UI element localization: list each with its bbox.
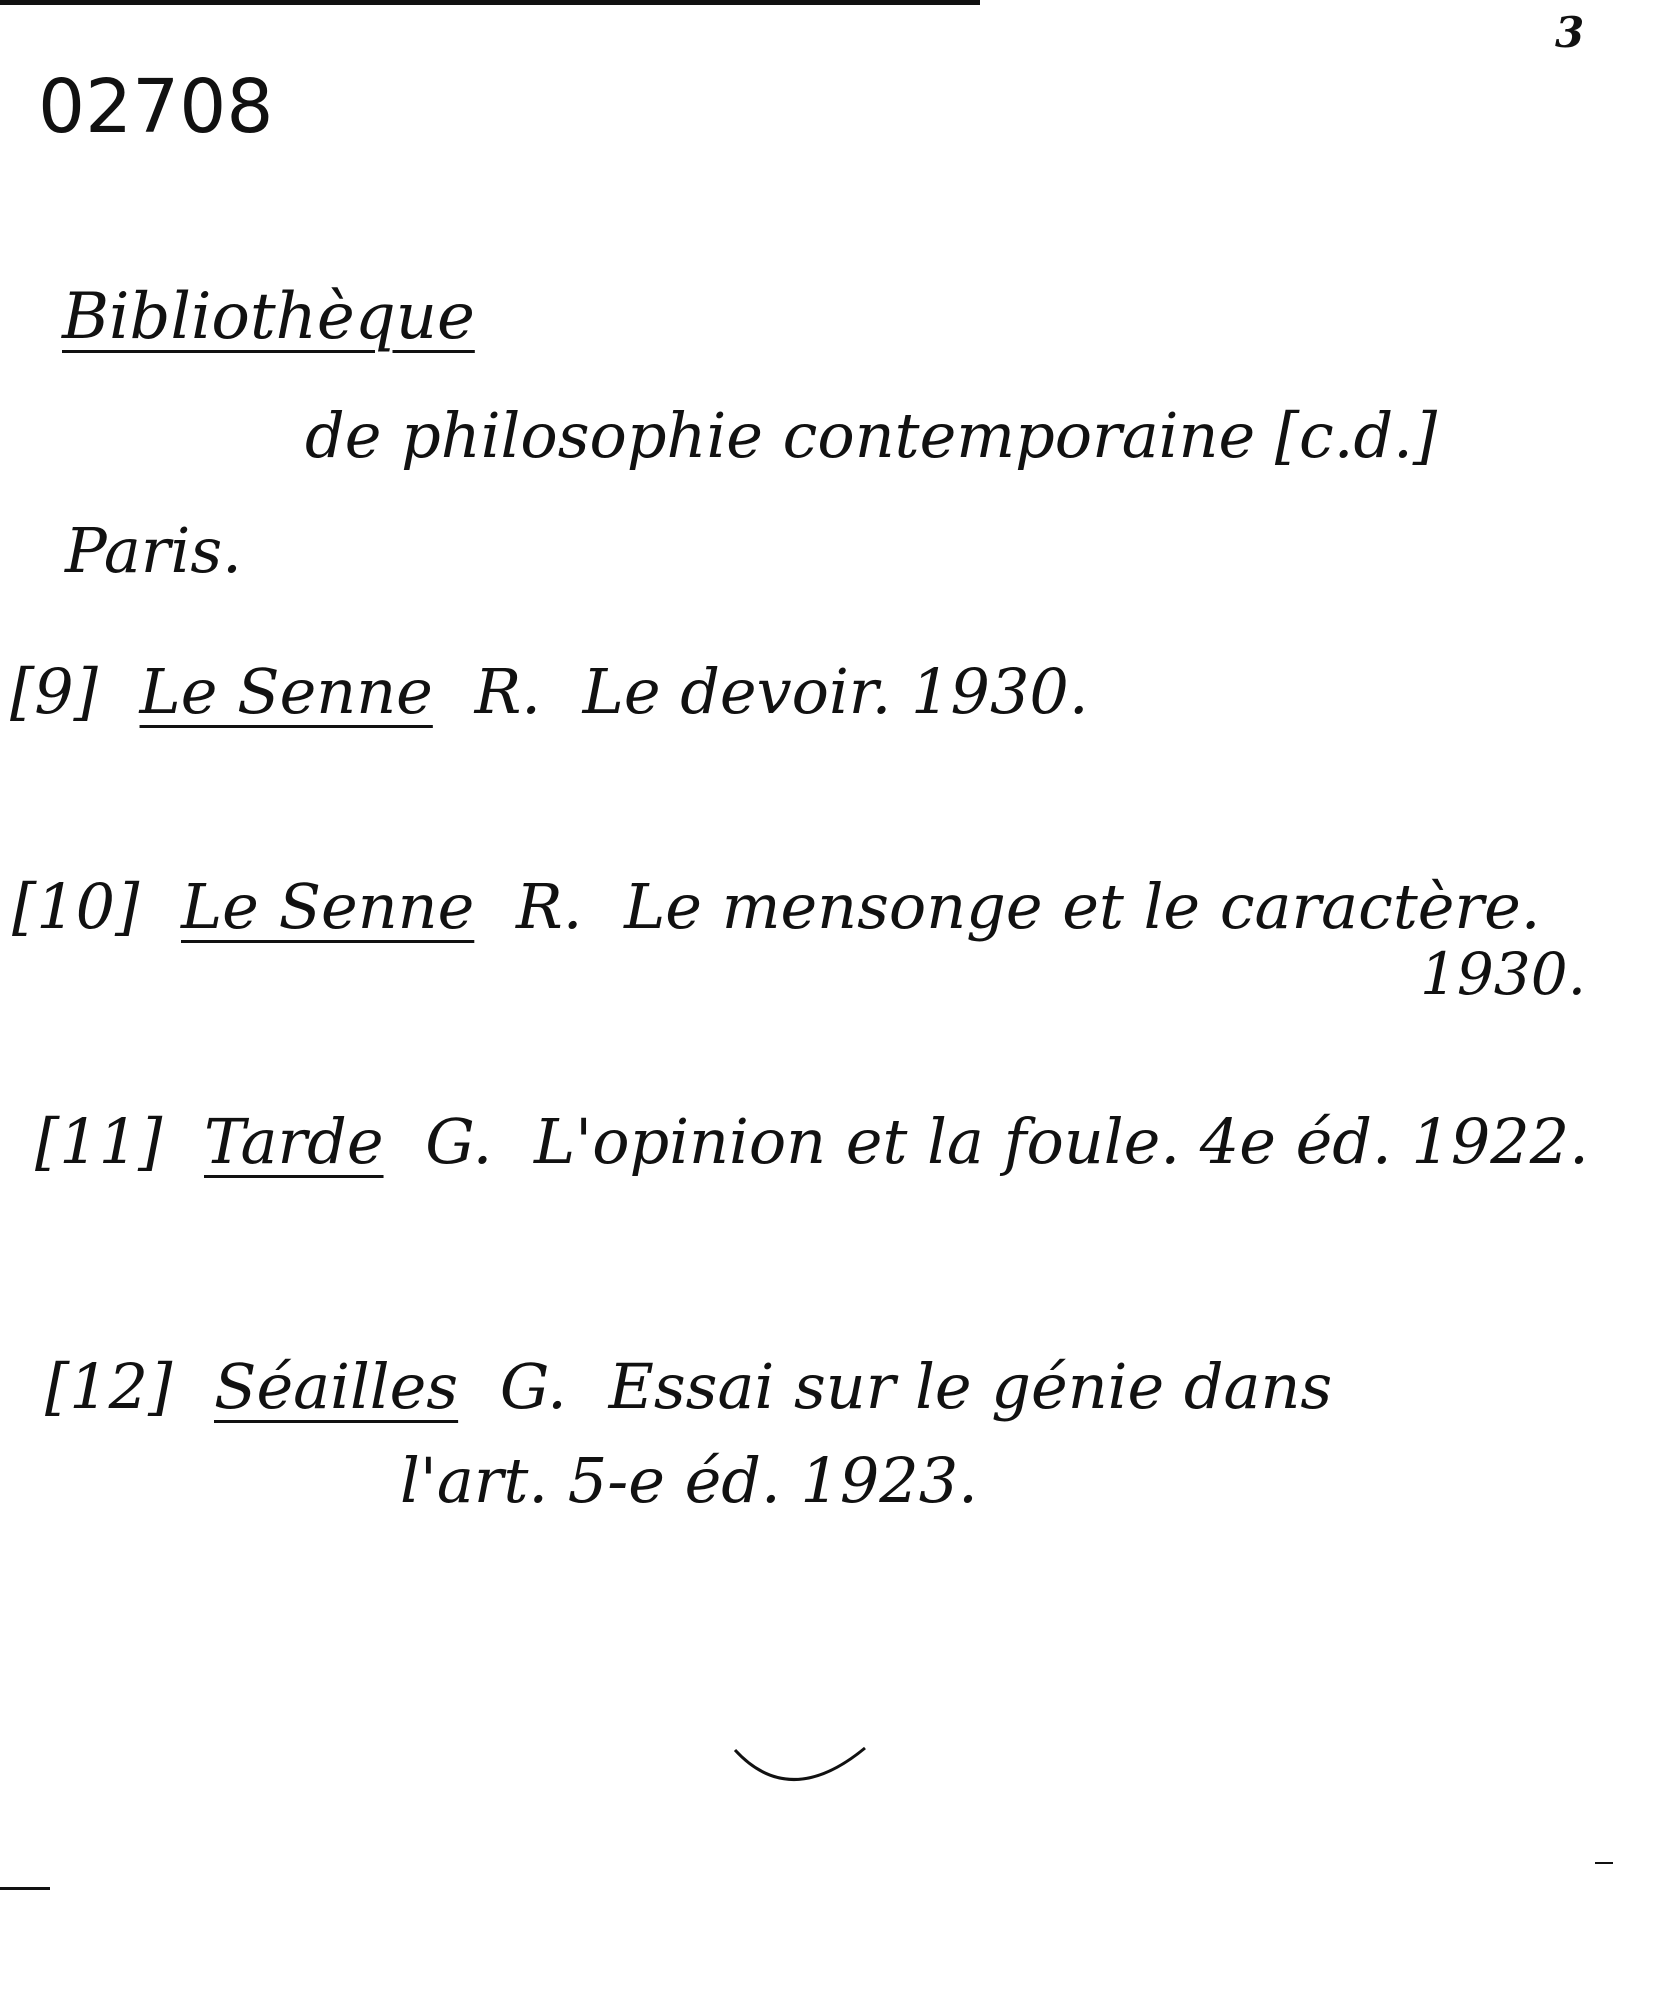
entry-author: Tarde: [204, 1105, 384, 1178]
entry-title: L'opinion et la foule. 4e éd. 1922.: [534, 1105, 1589, 1178]
entry-initial: R.: [516, 870, 583, 943]
card-number: 02708: [38, 64, 274, 150]
entry-title: Essai sur le génie dans: [608, 1350, 1333, 1423]
entry-author: Séailles: [214, 1350, 459, 1423]
entry-12: [45, 1350, 1332, 1423]
entry-initial: R.: [474, 655, 541, 728]
entry-11: [35, 1105, 1589, 1178]
entry-title: Le devoir. 1930.: [582, 655, 1089, 728]
entry-title: Le mensonge et le caractère.: [624, 870, 1541, 943]
entry-initial: G.: [499, 1350, 567, 1423]
entry-number: [11]: [35, 1105, 163, 1178]
entry-author: Le Senne: [181, 870, 475, 943]
closing-flourish-mark: [730, 1740, 870, 1800]
entry-10: [12, 870, 1540, 943]
entry-number: [10]: [12, 870, 140, 943]
entry-10-continuation: 1930.: [1420, 940, 1587, 1008]
entry-author: Le Senne: [139, 655, 433, 728]
card-edge-mark-right: [1595, 1862, 1613, 1864]
entry-12-continuation: l'art. 5-e éd. 1923.: [400, 1444, 978, 1517]
entry-9: [10, 655, 1089, 728]
publication-place: Paris.: [65, 514, 242, 587]
series-title: Bibliothèque: [62, 280, 475, 354]
series-subtitle: de philosophie contemporaine [c.d.]: [305, 399, 1438, 472]
card-top-edge: [0, 0, 980, 5]
entry-initial: G.: [425, 1105, 493, 1178]
page-number: 3: [1555, 8, 1585, 57]
entry-number: [12]: [45, 1350, 173, 1423]
entry-number: [9]: [10, 655, 98, 728]
card-edge-mark-left: [0, 1887, 50, 1890]
